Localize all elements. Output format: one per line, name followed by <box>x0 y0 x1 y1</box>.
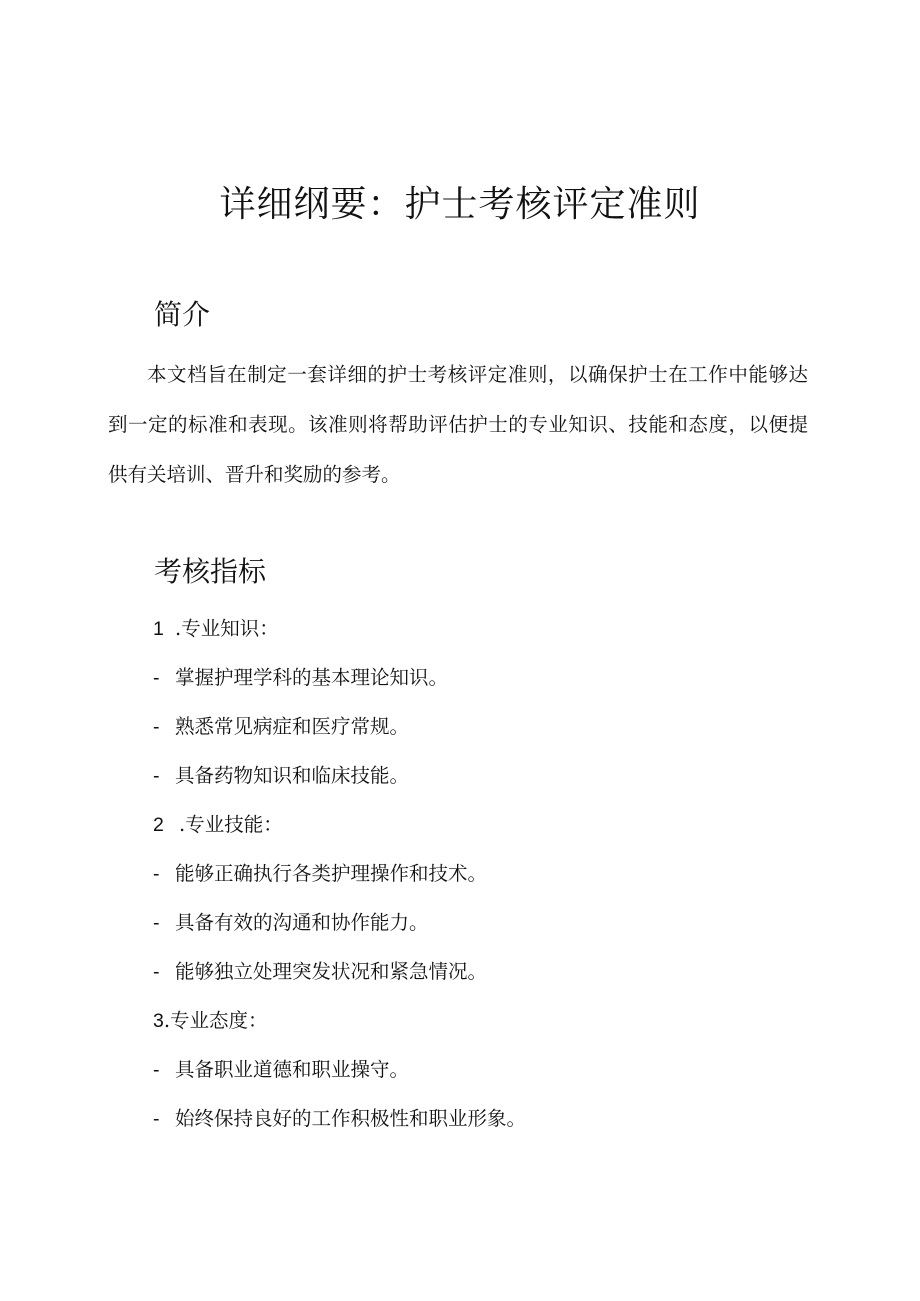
bullet-dash: - <box>153 1059 160 1081</box>
metric-item-text: 熟悉常见病症和医疗常规。 <box>175 715 410 738</box>
metric-item <box>153 849 833 898</box>
bullet-dash: - <box>153 716 160 738</box>
metric-item <box>153 898 833 947</box>
bullet-dash: - <box>153 912 160 934</box>
metric-group-heading <box>153 996 833 1045</box>
metric-item-text: 能够正确执行各类护理操作和技术。 <box>175 862 488 885</box>
metric-item-text: 能够独立处理突发状况和紧急情况。 <box>175 960 488 983</box>
metric-group-number: 1 <box>153 618 164 640</box>
metric-item <box>153 1094 833 1143</box>
section-heading-metrics: 考核指标 <box>154 555 267 588</box>
metric-item <box>153 1045 833 1094</box>
bullet-dash: - <box>153 1108 160 1130</box>
metric-group-heading <box>153 604 833 653</box>
metric-group-heading <box>153 800 833 849</box>
bullet-dash: - <box>153 863 160 885</box>
metric-item <box>153 653 833 702</box>
metric-group-number: 3 <box>153 1010 164 1032</box>
metric-item <box>153 702 833 751</box>
metrics-list <box>153 604 833 1143</box>
intro-paragraph: 本文档旨在制定一套详细的护士考核评定准则，以确保护士在工作中能够达到一定的标准和表现。该准则将帮助评估护士的专业知识、技能和态度，以便提供有关培训、晋升和奖励的参考。 <box>108 363 808 486</box>
metric-item-text: 掌握护理学科的基本理论知识。 <box>175 666 449 689</box>
metric-group-label: .专业知识： <box>175 617 279 640</box>
bullet-dash: - <box>153 667 160 689</box>
metric-item <box>153 947 833 996</box>
metric-item-text: 具备药物知识和临床技能。 <box>175 764 410 787</box>
metric-item-text: 具备职业道德和职业操守。 <box>175 1058 410 1081</box>
metric-group-label: .专业技能： <box>179 813 283 836</box>
metric-item-text: 始终保持良好的工作积极性和职业形象。 <box>175 1107 527 1130</box>
metric-item <box>153 751 833 800</box>
document-title: 详细纲要：护士考核评定准则 <box>219 184 701 225</box>
metric-group-label: .专业态度： <box>163 1009 268 1032</box>
bullet-dash: - <box>153 765 160 787</box>
bullet-dash: - <box>153 961 160 983</box>
metric-item-text: 具备有效的沟通和协作能力。 <box>175 911 429 934</box>
metric-group-number: 2 <box>153 814 164 836</box>
section-heading-intro: 简介 <box>154 298 211 331</box>
